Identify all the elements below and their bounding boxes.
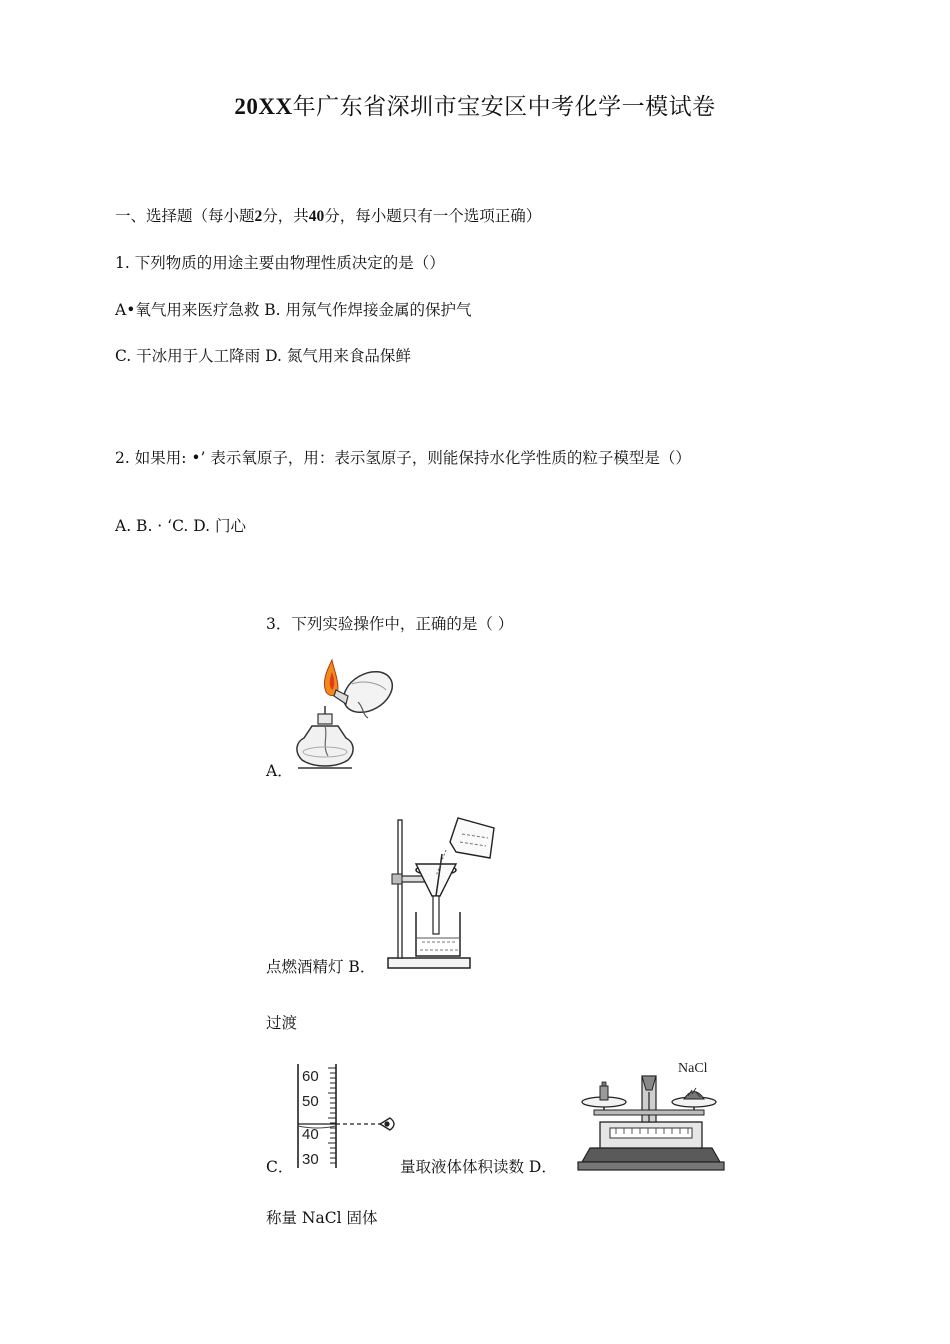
q1-options-line1: A•氧气用来医疗急救 B. 用氖气作焊接金属的保护气 [115,301,472,319]
section-heading [115,204,541,226]
filtration-figure [386,812,504,972]
cylinder-tick-30: 30 [302,1151,319,1168]
q3-caption-d: 称量 NaCl 固体 [266,1209,378,1227]
title-text: 年广东省深圳市宝安区中考化学一模试卷 [292,94,716,120]
q1-stem: 1. 下列物质的用途主要由物理性质决定的是（） [115,254,445,272]
graduated-cylinder-figure [294,1060,404,1172]
page-title [0,88,950,121]
q3-stem: 3．下列实验操作中，正确的是（ ） [266,615,514,633]
title-year: 20XX [234,94,293,119]
section-prefix: 一、选择题（每小题 [115,207,255,225]
q3-caption-b: 过渡 [266,1014,298,1032]
q3-caption-a-label-b: 点燃酒精灯 B． [266,958,376,976]
pan-balance-figure [576,1058,726,1172]
section-suffix: 分，每小题只有一个选项正确） [324,207,542,225]
section-score-total: 40 [308,208,325,225]
q2-options: A. B. · ‘C. D. 门心 [115,517,246,535]
q3-caption-c-label-d: 量取液体体积读数 D． [400,1158,557,1176]
q3-label-a: A． [266,762,293,780]
cylinder-tick-40: 40 [302,1126,319,1143]
q1-options-line2: C. 干冰用于人工降雨 D. 氮气用来食品保鲜 [115,347,411,365]
cylinder-tick-50: 50 [302,1093,319,1110]
section-score-each: 2 [254,208,263,225]
balance-nacl-label: NaCl [678,1061,708,1076]
q2-stem: 2. 如果用: •’ 表示氧原子，用：表示氢原子，则能保持水化学性质的粒子模型是（） [115,449,691,467]
alcohol-lamp-figure [292,656,402,774]
cylinder-tick-60: 60 [302,1068,319,1085]
section-mid: 分，共 [262,207,309,225]
q3-label-c: C． [266,1158,294,1176]
